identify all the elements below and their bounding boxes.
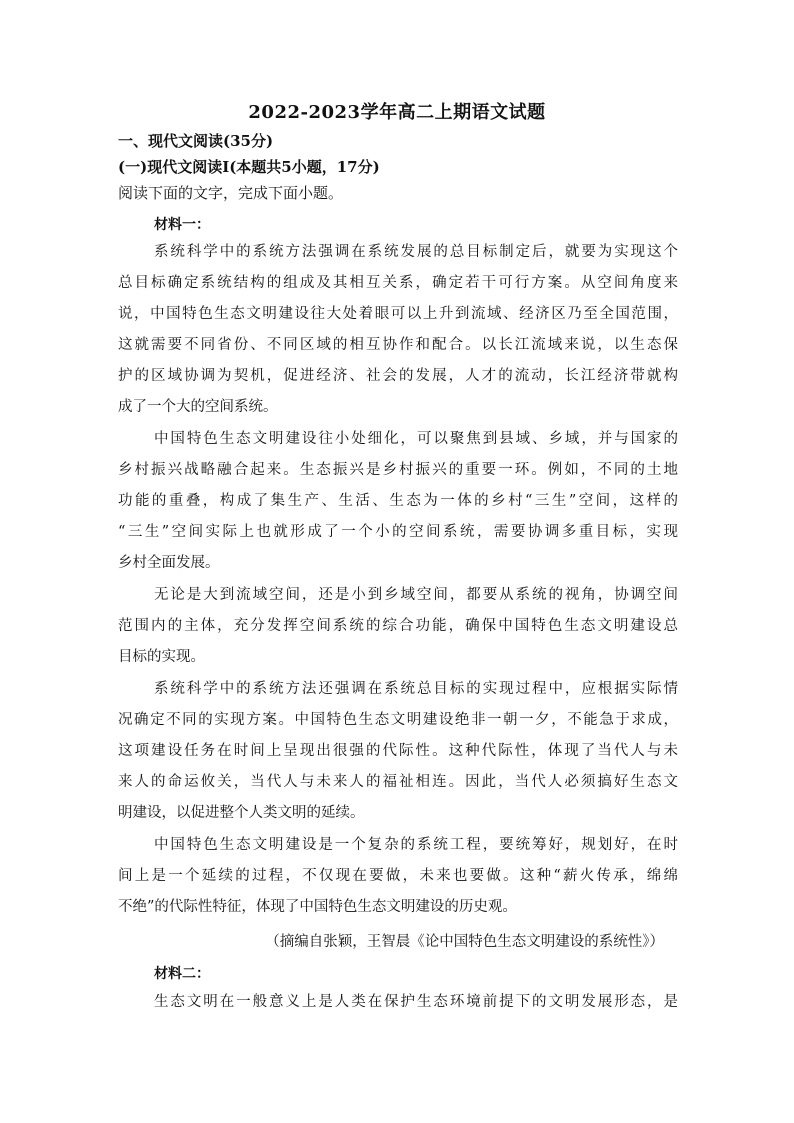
paragraph-line: 况确定不同的实现方案。中国特色生态文明建设绝非一朝一夕，不能急于求成， [118,712,678,728]
paragraph-line: 中国特色生态文明建设是一个复杂的系统工程，要统筹好，规划好，在时 [154,837,678,853]
material-one-label: 材料一： [154,217,210,233]
paragraph-line: 系统科学中的系统方法强调在系统发展的总目标制定后，就要为实现这个 [154,244,678,260]
subsection-heading: (一)现代文阅读I(本题共5小题，17分) [118,158,380,176]
section-heading: 一、现代文阅读(35分) [118,132,274,150]
paragraph-line: 明建设，以促进整个人类文明的延续。 [118,805,365,821]
instruction-text: 阅读下面的文字，完成下面小题。 [118,184,344,202]
paragraph-line: 说，中国特色生态文明建设往大处着眼可以上升到流域、经济区乃至全国范围， [118,306,678,322]
paragraph-line: “三生”空间实际上也就形成了一个小的空间系统，需要协调多重目标，实现 [118,524,678,540]
paragraph-line: 系统科学中的系统方法还强调在系统总目标的实现过程中，应根据实际情 [154,681,678,697]
paragraph-line: 生态文明在一般意义上是人类在保护生态环境前提下的文明发展形态，是 [154,994,678,1010]
paragraph-line: 这项建设任务在时间上呈现出很强的代际性。这种代际性，体现了当代人与未 [118,743,678,759]
paragraph-line: 乡村全面发展。 [118,555,220,571]
paragraph-line: 护的区域协调为契机，促进经济、社会的发展，人才的流动，长江经济带就构 [118,368,678,384]
source-credit: （摘编自张颖，王智晨《论中国特色生态文明建设的系统性》） [265,934,664,950]
paragraph-line: 不绝”的代际性特征，体现了中国特色生态文明建设的历史观。 [118,899,517,915]
exam-title: 2022-2023学年高二上期语文试题 [248,102,546,123]
material-two-label: 材料二： [154,966,210,982]
paragraph-line: 范围内的主体，充分发挥空间系统的综合功能，确保中国特色生态文明建设总 [118,618,678,634]
paragraph-line: 来人的命运攸关，当代人与未来人的福祉相连。因此，当代人必须搞好生态文 [118,774,678,790]
paragraph-line: 这就需要不同省份、不同区域的相互协作和配合。以长江流域来说，以生态保 [118,337,678,353]
paragraph-line: 间上是一个延续的过程，不仅现在要做，未来也要做。这种“薪火传承，绵绵 [118,868,678,884]
paragraph-line: 乡村振兴战略融合起来。生态振兴是乡村振兴的重要一环。例如，不同的土地 [118,462,678,478]
paragraph-line: 成了一个大的空间系统。 [118,399,278,415]
paragraph-line: 中国特色生态文明建设往小处细化，可以聚焦到县域、乡域，并与国家的 [154,431,678,447]
paragraph-line: 目标的实现。 [118,649,205,665]
paragraph-line: 总目标确定系统结构的组成及其相互关系，确定若干可行方案。从空间角度来 [118,275,678,291]
paragraph-line: 无论是大到流域空间，还是小到乡域空间，都要从系统的视角，协调空间 [154,587,678,603]
paragraph-line: 功能的重叠，构成了集生产、生活、生态为一体的乡村“三生”空间，这样的 [118,493,678,509]
